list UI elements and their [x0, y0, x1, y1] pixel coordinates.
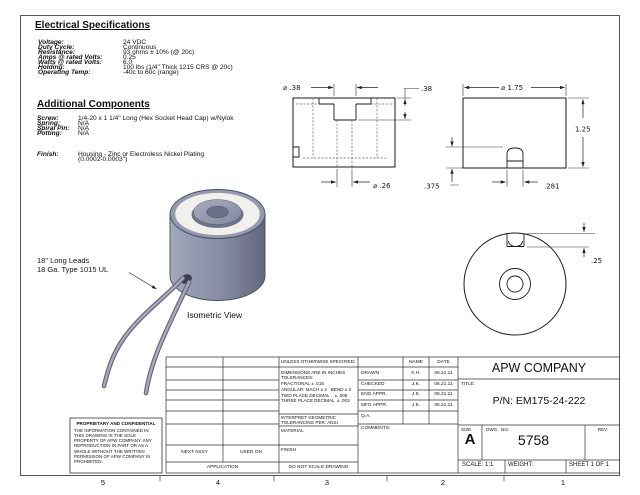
- date-column-header: DATE: [437, 359, 450, 365]
- additional-components-section: [37, 99, 150, 110]
- application-label: APPLICATION: [206, 464, 239, 470]
- spec-value: 24 VDC: [123, 39, 147, 46]
- size-label: SIZE: [461, 426, 472, 432]
- approval-name: J.K.: [411, 392, 421, 397]
- hidden-lines: [296, 98, 394, 167]
- finish-block-label: FINISH: [281, 446, 297, 452]
- spec-value: 100 lbs (1/4" Thick 1215 CRS @ 20c): [123, 63, 233, 71]
- isometric-view: [104, 190, 265, 394]
- dim-boss-height: .375: [424, 182, 440, 191]
- tolerance-notes: [281, 370, 351, 405]
- spec-label: Watts @ rated Volts:: [38, 58, 102, 66]
- additional-components-title: Additional Components: [37, 99, 150, 110]
- spec-value: -40c to 60c (range): [123, 68, 179, 76]
- front-view: [463, 98, 566, 168]
- spec-value: 0.25: [123, 53, 136, 61]
- approval-label-qa: Q.A.: [361, 413, 371, 419]
- center-hole: [207, 206, 229, 218]
- spec-value: 6.0: [123, 58, 133, 66]
- part-number: P/N: EM175-24-222: [492, 395, 586, 407]
- dim-counterbore-depth: .38: [421, 85, 433, 93]
- component-value: 1/4-20 x 1 1/4" Long (Hex Socket Head Cap) w/Nylok: [78, 115, 234, 122]
- component-label: Potting:: [37, 129, 62, 137]
- component-label: Spring:: [37, 119, 61, 127]
- spec-label: Holding:: [38, 63, 65, 71]
- component-value: N/A: [78, 119, 89, 127]
- do-not-scale-note: DO NOT SCALE DRAWING: [288, 465, 349, 470]
- approval-date: 06.21.11: [434, 402, 453, 408]
- approval-name: J.K.: [411, 381, 421, 387]
- approval-label-mfg-appr: MFG APPR.: [361, 402, 388, 408]
- bottom-view: [464, 233, 566, 335]
- component-value: N/A: [78, 129, 89, 137]
- dwg-number: 5758: [517, 432, 550, 448]
- company-name: APW COMPANY: [491, 360, 587, 375]
- dim-body-height: 1.25: [575, 125, 591, 134]
- tolerance-line: THREE PLACE DECIMAL ± .003: [281, 398, 350, 404]
- electrical-specs-title: Electrical Specifications: [35, 20, 151, 31]
- leads-note-leader: [129, 273, 157, 290]
- weight-label: WEIGHT:: [508, 461, 533, 468]
- isometric-caption: Isometric View: [187, 310, 243, 320]
- leads-note-line1: 18" Long Leads: [37, 256, 90, 265]
- finish-label: Finish:: [37, 151, 59, 158]
- leads-note-line2: 18 Ga. Type 1015 UL: [37, 264, 109, 274]
- rev-label: REV: [597, 426, 608, 432]
- spec-label: Duty Cycle:: [38, 43, 75, 51]
- proprietary-body: THE INFORMATION CONTAINED IN THIS DRAWING IS THE SOLE PROPERTY OF APW COMPANY. ANY REPRODUCTION IN PART OR AS A WHOLE WITHOUT THE WRITTEN PERMISSION OF APW COMPANY IS PROHIBITED.: [74, 427, 152, 465]
- sheet-label: SHEET 1 OF 1: [569, 461, 609, 468]
- electrical-specs-rows: [38, 41, 233, 76]
- component-value: N/A: [78, 124, 89, 132]
- dim-notch-depth: .25: [591, 257, 603, 265]
- additional-components-rows: [37, 117, 234, 137]
- approval-date: 06.21.11: [434, 392, 453, 397]
- interpret-note-line2: TOLERANCING PER: ANSI: [281, 420, 338, 426]
- dim-boss-width: .281: [544, 182, 560, 191]
- comments-label: COMMENTS:: [361, 426, 391, 431]
- zone-number: 2: [440, 477, 446, 487]
- spec-label: Operating Temp:: [38, 68, 91, 76]
- sheet-border: [21, 16, 620, 482]
- unless-note: UNLESS OTHERWISE SPECIFIED:: [281, 359, 356, 364]
- dimension-labels: [283, 84, 602, 265]
- tolerance-line: DIMENSIONS ARE IN INCHES: [281, 369, 346, 375]
- approval-name: J.K.: [411, 402, 421, 408]
- title-label: TITLE:: [461, 380, 475, 386]
- tolerance-line: TWO PLACE DECIMAL ± .005: [281, 392, 348, 398]
- lead-boss: [507, 148, 523, 168]
- spec-label: Amps @ rated Volts:: [38, 53, 103, 61]
- spec-label: Voltage:: [38, 39, 64, 46]
- counterbore-lines: [319, 98, 371, 120]
- approval-date: 06.21.11: [434, 370, 453, 376]
- approval-label-eng-appr: ENG APPR.: [361, 392, 387, 397]
- component-label: Spiral Pin:: [37, 124, 70, 132]
- approval-date: 06.21.11: [434, 381, 453, 387]
- dim-body-dia: ⌀ 1.75: [501, 84, 524, 92]
- lead-wires: [104, 278, 189, 393]
- dim-bore-dia: ⌀ .26: [373, 182, 391, 190]
- spec-value: 93 ohms ± 10% (@ 20c): [123, 48, 195, 56]
- zone-number: 4: [215, 477, 221, 487]
- size-value: A: [464, 431, 476, 448]
- component-label: Screw:: [37, 115, 59, 122]
- scale-label: SCALE: 1:1: [462, 461, 494, 468]
- tolerance-line: ANGULAR: MACH ± 2 BEND ± 2: [281, 386, 352, 392]
- leads-note: [37, 257, 108, 274]
- approval-name: K.H.: [411, 370, 421, 376]
- dimension-extension-lines: [334, 84, 595, 247]
- name-column-header: NAME: [409, 359, 423, 365]
- finish-value-line1: Housing - Zinc or Electroless Nickel Plating: [78, 151, 205, 158]
- electrical-specs-section: [35, 20, 150, 31]
- dim-counterbore-dia: ⌀ .38: [283, 84, 301, 92]
- lead-notch: [507, 234, 524, 247]
- side-notch: [293, 147, 299, 157]
- tolerance-line: TOLERANCES:: [281, 375, 314, 381]
- spec-value: Continuous: [123, 43, 157, 51]
- dwg-no-label: DWG. NO.: [486, 426, 510, 432]
- zone-number: 5: [100, 477, 106, 487]
- finish-value-line2: (0.0002-0.0003"): [78, 155, 128, 163]
- used-on-label: USED ON: [240, 450, 262, 455]
- interpret-note-line1: INTERPRET GEOMETRIC: [281, 415, 337, 420]
- finish-row: [37, 153, 204, 163]
- zone-number: 3: [324, 477, 330, 487]
- zone-number: 1: [560, 477, 566, 487]
- finish-value: [78, 153, 204, 163]
- material-label: MATERIAL: [281, 427, 304, 433]
- spec-label: Resistance:: [38, 48, 76, 56]
- approval-label-drawn: DRAWN: [361, 370, 379, 376]
- approval-label-checked: CHECKED: [361, 381, 385, 387]
- component-row: [37, 129, 234, 137]
- next-assy-label: NEXT ASSY: [181, 450, 208, 455]
- section-view: [293, 98, 395, 167]
- spec-row: [38, 68, 233, 76]
- tolerance-line: FRACTIONAL ± .015: [281, 381, 324, 386]
- proprietary-header: PROPRIETARY AND CONFIDENTIAL: [76, 420, 156, 426]
